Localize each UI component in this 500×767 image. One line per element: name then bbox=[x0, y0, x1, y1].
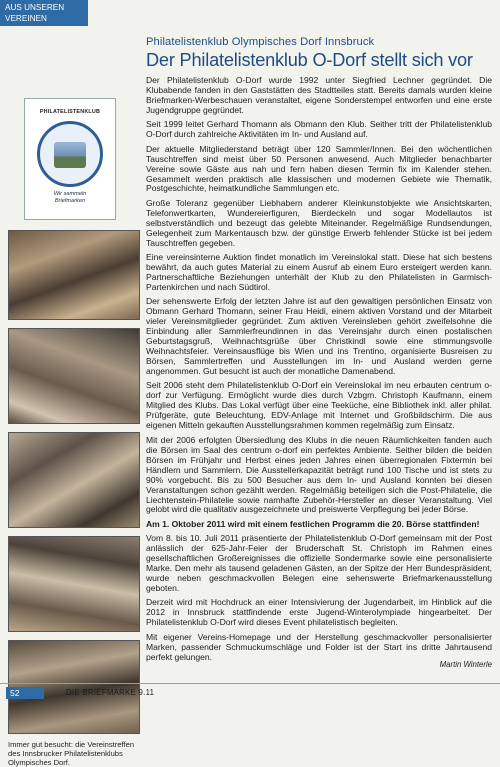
footer-rule bbox=[0, 683, 500, 684]
paragraph: Der Philatelistenklub O-Dorf wurde 1992 unter Siegfried Lechner gegründet. Die Klubabende fanden in den Gaststätten des Stadtteiles statt. Bereits damals wurden kleine Briefmarken-Werbeschauen veranstaltet, eigene Sonderstempel entworfen und eine erste Jugendgruppe gegründet. bbox=[146, 75, 492, 115]
club-logo bbox=[24, 98, 116, 220]
logo-heading: PHILATELISTENKLUB bbox=[39, 109, 101, 115]
meeting-photo-2 bbox=[8, 328, 140, 424]
meeting-photo-3 bbox=[8, 432, 140, 528]
article-header bbox=[146, 36, 492, 71]
section-tag-line1: AUS UNSEREN bbox=[5, 3, 65, 12]
left-column bbox=[8, 98, 140, 767]
logo-emblem-icon bbox=[37, 121, 103, 187]
meeting-photo-4 bbox=[8, 536, 140, 632]
club-name: Philatelistenklub Olympisches Dorf Innsbruck bbox=[146, 36, 375, 48]
paragraph: Mit eigener Vereins-Homepage und der Herstellung geschmackvoller personalisierter Marken, passender Schmuckumschläge und Folder ist der Start ins dritte Jahrtausend perfekt gelungen. bbox=[146, 631, 492, 662]
meeting-photo-1 bbox=[8, 230, 140, 320]
photo-caption: Immer gut besucht: die Vereinstreffen des Innsbrucker Philatelistenklubs Olympisches Dorf. bbox=[8, 740, 135, 767]
highlight-paragraph: Am 1. Oktober 2011 wird mit einem festlichen Programm die 20. Börse stattfinden! bbox=[146, 518, 480, 529]
paragraph: Seit 1999 leitet Gerhard Thomann als Obmann den Klub. Seither tritt der Philatelistenklub O-Dorf durch zahlreiche Aktivitäten im In- und Ausland auf. bbox=[146, 119, 492, 140]
paragraph: Seit 2006 steht dem Philatelistenklub O-Dorf ein Vereinslokal im neu erbauten centrum o-dorf zur Verfügung. Ermöglicht wurde dies durch Vzbgm. Christoph Kaufmann, einem Mitglied des Klubs. Das Lokal verfügt über eine Teeküche, eine Bibliothek inkl. aller philat. Prüfgeräte, gute Beleuchtung, EDV-Anlage mit Internet und Großbildschirm. Die aus eigenen Mitteln gekauften Ausstellungsrahmen kommen regelmäßig zum Einsatz. bbox=[146, 380, 492, 431]
paragraph: Der sehenswerte Erfolg der letzten Jahre ist auf den gewaltigen persönlichen Einsatz von Obmann Gerhard Thomann, seiner Frau Heidi, einem aktiven Vorstand und der Mitarbeit vieler Vereinsmitglieder gegründet. Zum aktiven Vereinsleben gehört zweifelsohne die Einbindung aller Sammlerfreundinnen in das Vereinsjahr durch einen postalischen Geburtstagsgruß, Weihnachtsgrüße über Christkindl sowie eine stimmungsvolle Weihnachtsfeier. Vereinsausflüge bis Wien und ins Trentino, organisierte Busreisen zu Börsen, Sammlertreffen und Ausstellungen im In- und Ausland werden gerne angenommen. Gut besucht ist auch der monatliche Damenabend. bbox=[146, 296, 492, 377]
paragraph: Der aktuelle Mitgliederstand beträgt über 120 Sammler/Innen. Bei den wöchentlichen Tauschtreffen sind meist über 50 Personen anwesend. Auch Mitglieder benachbarter Vereine sowie Gäste aus nah und fern haben diesen Termin fix im Kalender stehen. Gesammelt werden praktisch alle klassischen und modernen Gebiete wie Thematik, Postgeschichte, heimatkundliche Sammlungen etc. bbox=[146, 143, 492, 194]
paragraph: Mit der 2006 erfolgten Übersiedlung des Klubs in die neuen Räumlichkeiten fanden auch die Börsen im Saal des centrum o-dorf ein perfektes Ambiente. Seither bilden die beiden Börsen im Frühjahr und Herbst eines jeden Jahres einen überregionalen Fixtermin bei Händlern und Sammlern. Die Ausstellerkapazität beträgt rund 100 Tische und ist stets zu 90% vorgebucht. Bis zu 500 Besucher aus dem In- und Ausland konnten bei diesen Veranstaltungen schon gezählt werden. Regelmäßig beteiligen sich die Post-Philatelie, die Liechtenstein-Philatelie sowie namhafte Zubehör-Hersteller an dieser Veranstaltung. Viel gelobt wird die qualitativ ausgezeichnete und preiswerte Verpflegung bei jeder Börse. bbox=[146, 434, 492, 515]
section-tag bbox=[0, 0, 88, 26]
logo-motto-line1: Wir sammeln bbox=[53, 191, 87, 197]
section-tag-line2: VEREINEN bbox=[5, 14, 47, 23]
page-footer bbox=[0, 683, 500, 703]
paragraph: Derzeit wird mit Hochdruck an einer Intensivierung der Jugendarbeit, im Hinblick auf die 2012 in Innsbruck stattfindende erste Jugend-Winterolympiade hingearbeitet. Der Philatelistenklub O-Dorf wird dieses Event philatelistisch begleiten. bbox=[146, 597, 492, 628]
article-body bbox=[146, 76, 492, 667]
page-number: 52 bbox=[6, 687, 44, 699]
article-headline: Der Philatelistenklub O-Dorf stellt sich vor bbox=[146, 50, 473, 70]
logo-motto bbox=[25, 191, 115, 205]
logo-motto-line2: Briefmarken bbox=[54, 198, 86, 204]
paragraph: Vom 8. bis 10. Juli 2011 präsentierte der Philatelistenklub O-Dorf gemeinsam mit der Post anlässlich der 625-Jahr-Feier der Bruderschaft St. Christoph im Rahmen eines gesellschaftlichen Großereignisses die offizielle Sondermarke sowie eine personalisierte Marke. Den mehr als tausend geladenen Gästen, an der Spitze der Herr Bundespräsident, wurde neben geschmackvollen Belegen eine sehenswerte Briefmarkenausstellung geboten. bbox=[146, 533, 492, 594]
paragraph: Große Toleranz gegenüber Liebhabern anderer Kleinkunstobjekte wie Ansichtskarten, Telefonwertkarten, Wundereierfiguren, Bierdeckeln und sogar Modellautos ist selbstverständlich und bezeugt das gelebte Miteinander. Regelmäßige Rundsendungen, Gelegenheit zum Markentausch bzw. der günstige Erwerb fehlender Stücke ist bei jedem Tauschtreffen gegeben. bbox=[146, 197, 492, 248]
section-tag-rule bbox=[0, 24, 88, 26]
author-byline: Martin Winterle bbox=[439, 660, 492, 669]
paragraph: Eine vereinsinterne Auktion findet monatlich im Vereinslokal statt. Diese hat sich bestens bewährt, da auch gutes Material zu einem Ausruf ab einem Euro ersteigert werden kann. Partnerschaftliche Beziehungen unterhält der Klub zu den Philatelisten in Garmisch-Partenkirchen und nach Südtirol. bbox=[146, 252, 492, 292]
magazine-issue: DIE BRIEFMARKE 9.11 bbox=[66, 688, 155, 697]
